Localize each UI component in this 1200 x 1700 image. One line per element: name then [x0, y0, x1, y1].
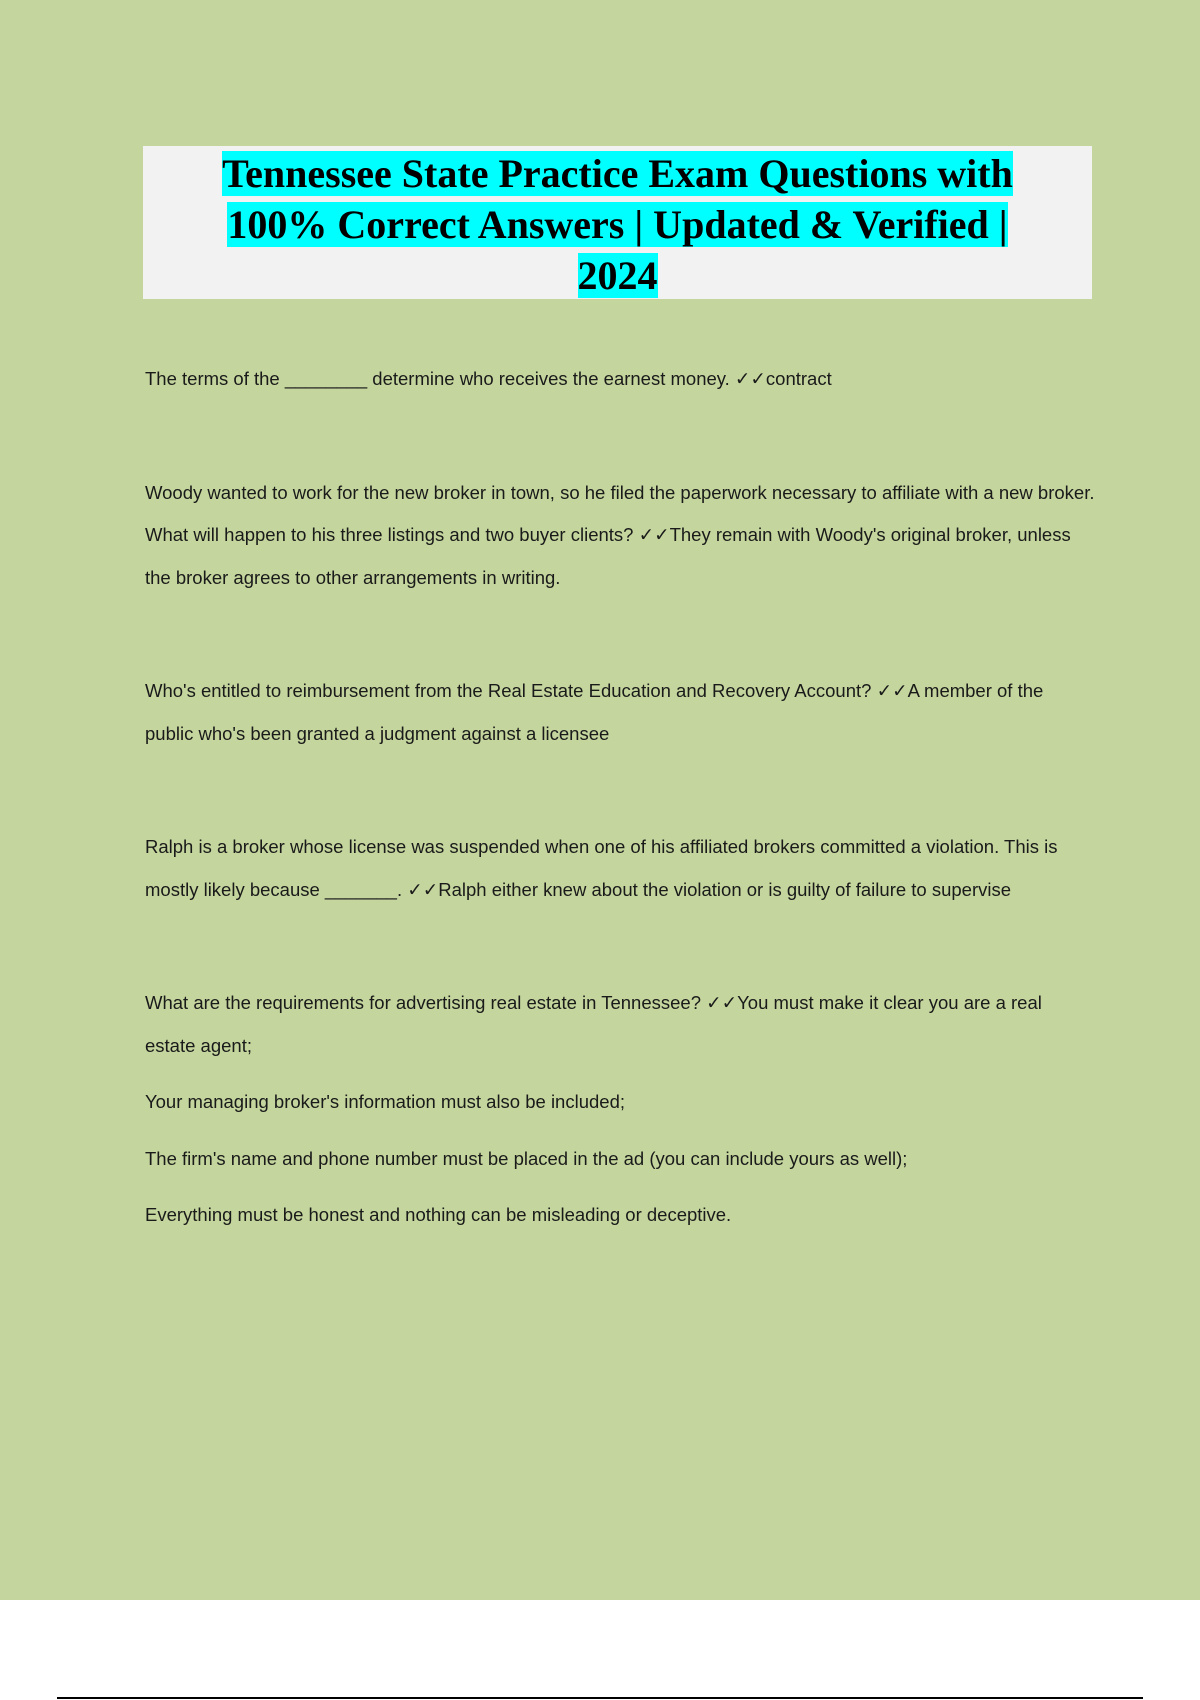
- title-line-3: 2024: [577, 253, 658, 298]
- answer-continuation-line: Your managing broker's information must also be included;: [145, 1091, 626, 1112]
- question-answer-item: Who's entitled to reimbursement from the Real Estate Education and Recovery Account? ✓✓A member of the public who's been granted a judgment against a licensee: [145, 680, 1044, 744]
- question-answer-item: Ralph is a broker whose license was suspended when one of his affiliated brokers committed a violation. This is mostly likely because _______. ✓✓Ralph either knew about the violation or is guilty of failure to supervise: [145, 836, 1058, 900]
- answer-continuation-line: Everything must be honest and nothing can be misleading or deceptive.: [145, 1204, 732, 1225]
- title-line-2: 100% Correct Answers | Updated & Verified |: [227, 202, 1008, 247]
- question-list: [145, 358, 1095, 1237]
- question-answer-item: What are the requirements for advertising real estate in Tennessee? ✓✓You must make it clear you are a real estate agent;: [145, 992, 1042, 1056]
- question-answer-item: Woody wanted to work for the new broker in town, so he filed the paperwork necessary to affiliate with a new broker. What will happen to his three listings and two buyer clients? ✓✓They remain with Woody's original broker, unless the broker agrees to other arrangements in writing.: [145, 481, 1095, 588]
- footer-divider: [57, 1697, 1143, 1699]
- title-box: [143, 146, 1092, 299]
- answer-continuation-line: The firm's name and phone number must be placed in the ad (you can include yours as well);: [145, 1147, 908, 1169]
- title-line-1: Tennessee State Practice Exam Questions with: [222, 151, 1013, 196]
- question-answer-item: The terms of the ________ determine who receives the earnest money. ✓✓contract: [145, 368, 832, 389]
- document-title: [143, 148, 1092, 301]
